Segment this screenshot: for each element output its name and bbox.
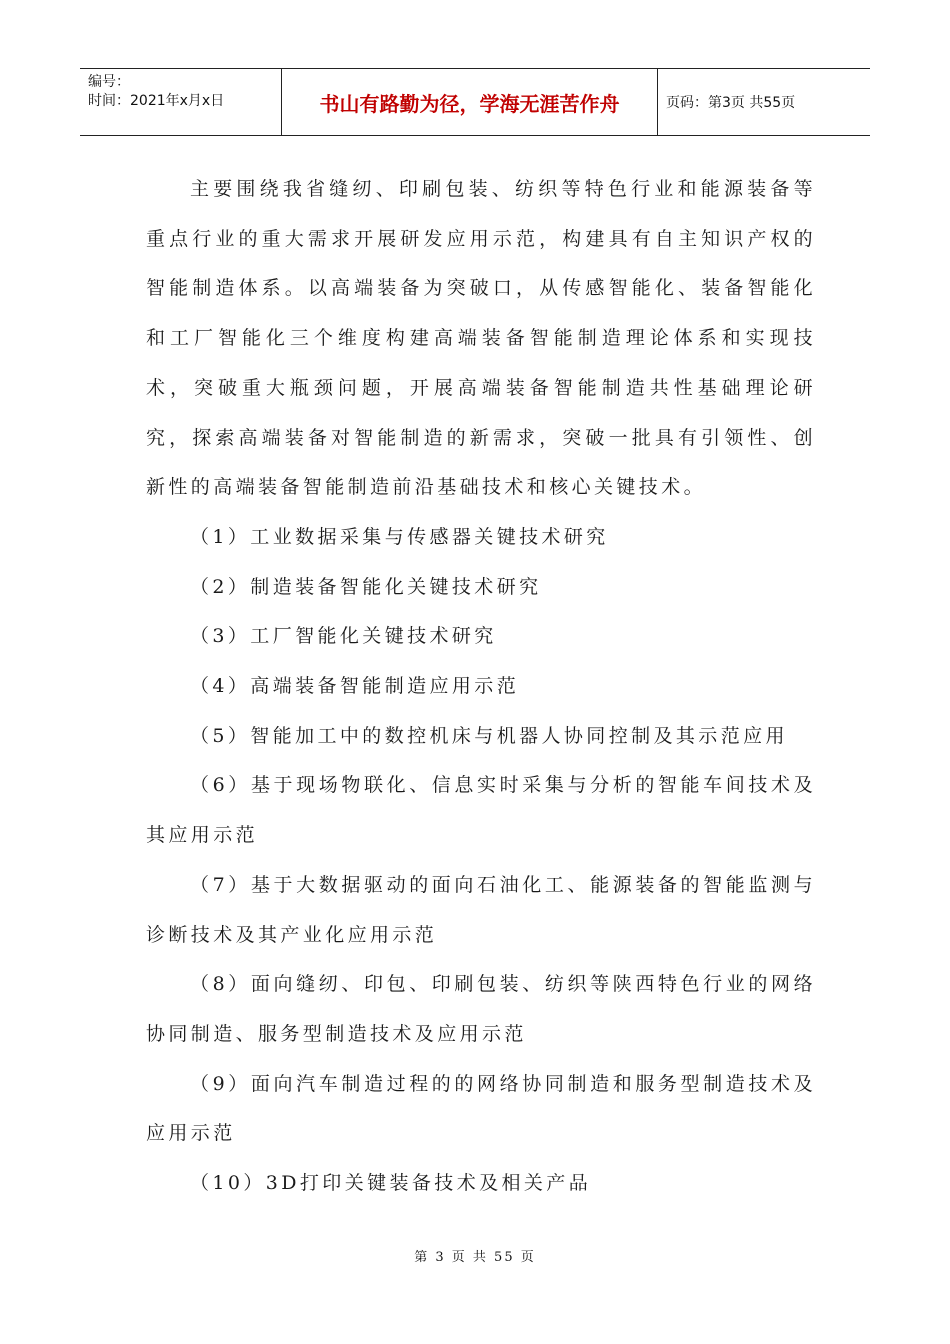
list-item: （7）基于大数据驱动的面向石油化工、能源装备的智能监测与诊断技术及其产业化应用示范 xyxy=(146,873,816,946)
list-item: （4）高端装备智能制造应用示范 xyxy=(190,675,520,698)
document-time: 时间：2021年x月x日 xyxy=(88,93,225,109)
header-meta xyxy=(80,69,282,135)
document-number: 编号： xyxy=(88,74,130,90)
header-motto: 书山有路勤为径，学海无涯苦作舟 xyxy=(282,69,658,135)
document-body xyxy=(146,165,816,1209)
list-item: （6）基于现场物联化、信息实时采集与分析的智能车间技术及其应用示范 xyxy=(146,774,816,847)
list-item: （10）3D打印关键装备技术及相关产品 xyxy=(190,1172,592,1195)
list-item: （2）制造装备智能化关键技术研究 xyxy=(190,575,542,598)
list-item: （3）工厂智能化关键技术研究 xyxy=(190,625,497,648)
list-item: （8）面向缝纫、印包、印刷包装、纺织等陕西特色行业的网络协同制造、服务型制造技术及应用示范 xyxy=(146,973,816,1045)
page-header xyxy=(80,68,870,136)
list-item: （5）智能加工中的数控机床与机器人协同控制及其示范应用 xyxy=(190,724,788,747)
header-page-info: 页码：第3页 共55页 xyxy=(666,95,796,111)
list-item: （1）工业数据采集与传感器关键技术研究 xyxy=(190,525,609,548)
list-item: （9）面向汽车制造过程的的网络协同制造和服务型制造技术及应用示范 xyxy=(146,1072,816,1145)
intro-paragraph: 主要围绕我省缝纫、印刷包装、纺织等特色行业和能源装备等重点行业的重大需求开展研发应用示范，构建具有自主知识产权的智能制造体系。以高端装备为突破口，从传感智能化、装备智能化和工厂智能化三个维度构建高端装备智能制造理论体系和实现技术，突破重大瓶颈问题，开展高端装备智能制造共性基础理论研究，探索高端装备对智能制造的新需求，突破一批具有引领性、创新性的高端装备智能制造前沿基础技术和核心关键技术。 xyxy=(146,178,816,499)
page-footer: 第 3 页 共 55 页 xyxy=(414,1250,536,1265)
